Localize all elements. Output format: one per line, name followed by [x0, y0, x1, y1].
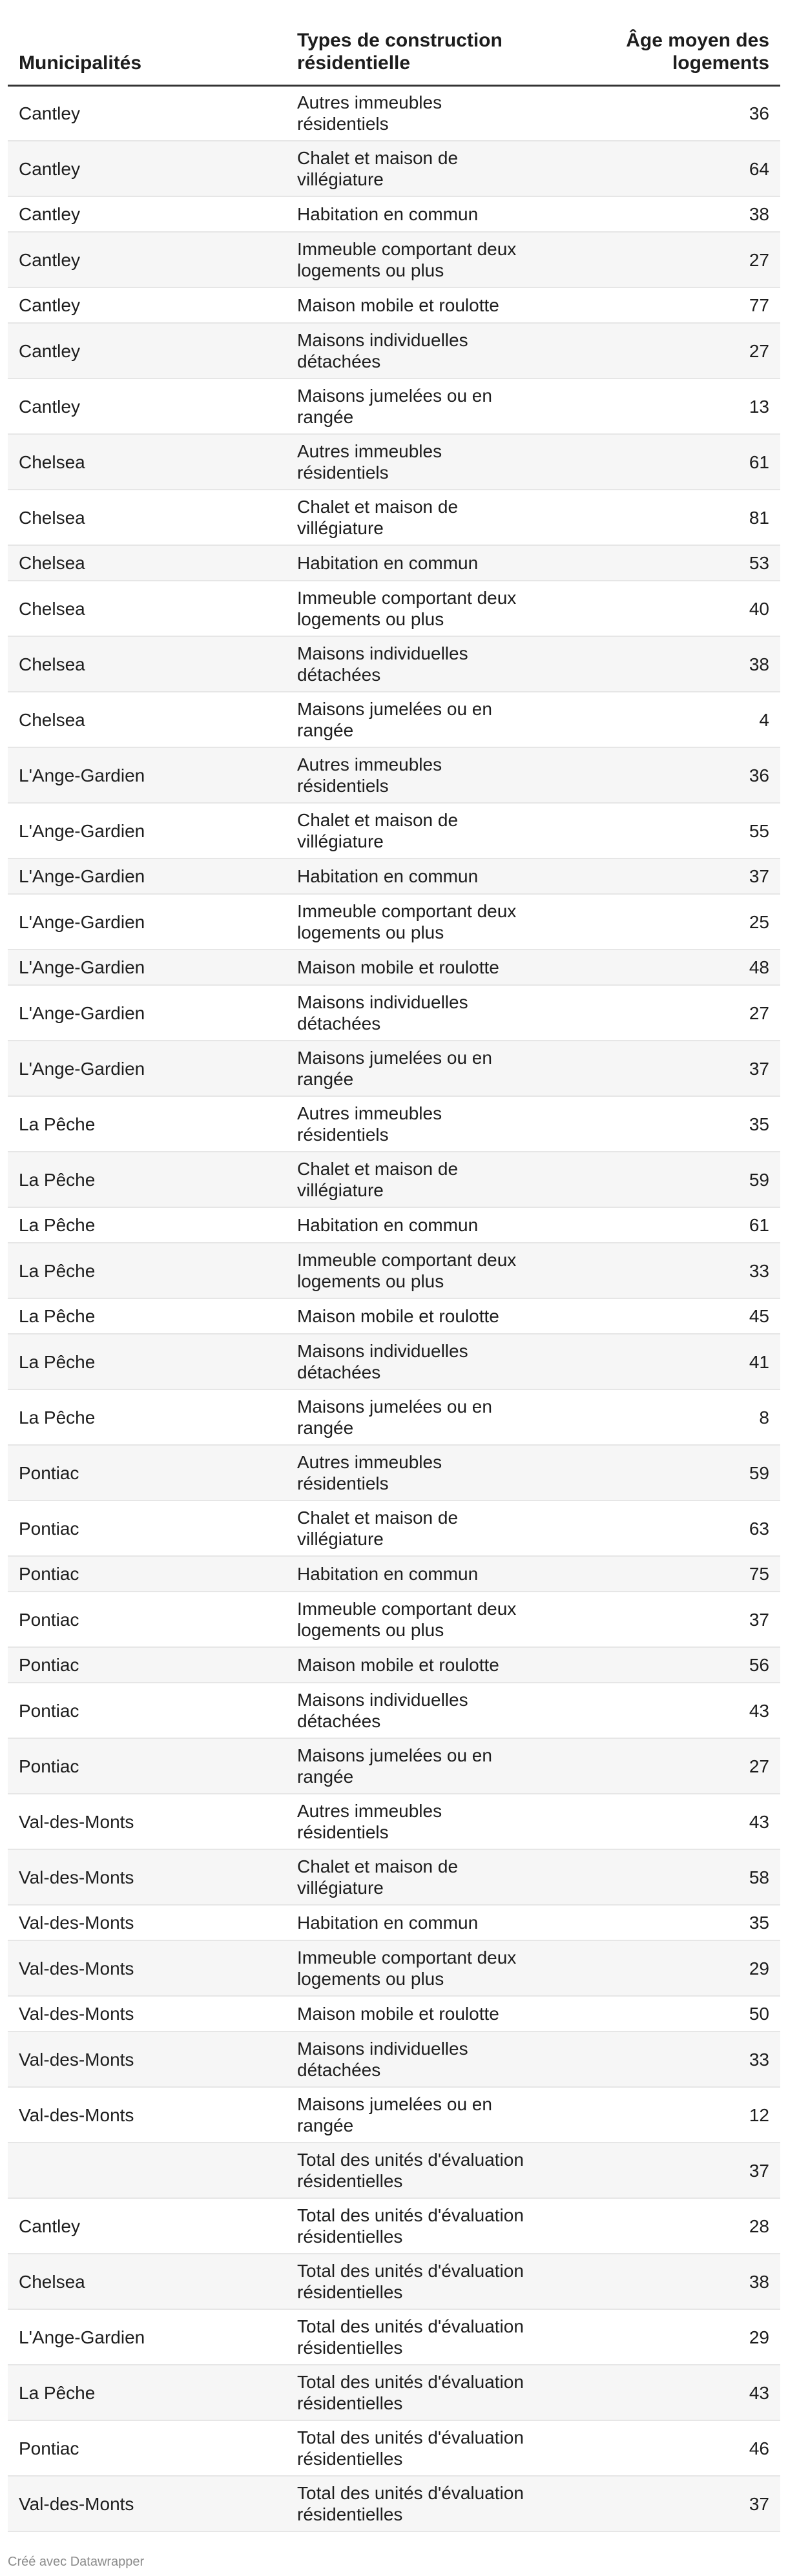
cell-construction-type: Total des unités d'évaluation résidentielles — [286, 2309, 544, 2365]
cell-average-age: 37 — [544, 2143, 780, 2198]
cell-construction-type: Autres immeubles résidentiels — [286, 1445, 544, 1501]
cell-average-age: 40 — [544, 581, 780, 636]
cell-average-age: 43 — [544, 1683, 780, 1738]
table-row — [8, 2143, 780, 2198]
cell-construction-type: Total des unités d'évaluation résidentielles — [286, 2420, 544, 2476]
cell-average-age: 61 — [544, 434, 780, 490]
cell-municipality: Pontiac — [8, 1501, 286, 1556]
cell-municipality: Cantley — [8, 196, 286, 232]
cell-construction-type: Autres immeubles résidentiels — [286, 1096, 544, 1152]
table-row — [8, 1096, 780, 1152]
cell-construction-type: Total des unités d'évaluation résidentielles — [286, 2476, 544, 2531]
cell-construction-type: Total des unités d'évaluation résidentielles — [286, 2198, 544, 2254]
table-row — [8, 434, 780, 490]
cell-municipality: L'Ange-Gardien — [8, 858, 286, 894]
cell-construction-type: Maison mobile et roulotte — [286, 950, 544, 985]
cell-average-age: 58 — [544, 1849, 780, 1905]
cell-municipality: Cantley — [8, 323, 286, 379]
table-row — [8, 196, 780, 232]
cell-construction-type: Habitation en commun — [286, 196, 544, 232]
table-header — [8, 23, 780, 85]
cell-construction-type: Total des unités d'évaluation résidentielles — [286, 2254, 544, 2309]
table-row — [8, 545, 780, 581]
cell-average-age: 50 — [544, 1996, 780, 2031]
cell-construction-type: Autres immeubles résidentiels — [286, 747, 544, 803]
table-row — [8, 379, 780, 434]
cell-construction-type: Maison mobile et roulotte — [286, 1298, 544, 1334]
cell-average-age: 33 — [544, 2031, 780, 2087]
cell-municipality: La Pêche — [8, 1389, 286, 1445]
cell-construction-type: Autres immeubles résidentiels — [286, 85, 544, 141]
cell-municipality: L'Ange-Gardien — [8, 950, 286, 985]
cell-construction-type: Autres immeubles résidentiels — [286, 1794, 544, 1849]
table-row — [8, 141, 780, 196]
header-row — [8, 23, 780, 85]
cell-construction-type: Chalet et maison de villégiature — [286, 1152, 544, 1207]
cell-construction-type: Chalet et maison de villégiature — [286, 1849, 544, 1905]
table-row — [8, 2420, 780, 2476]
cell-municipality: Pontiac — [8, 1592, 286, 1647]
cell-municipality: Pontiac — [8, 1445, 286, 1501]
cell-municipality: Cantley — [8, 232, 286, 287]
cell-average-age: 27 — [544, 232, 780, 287]
cell-average-age: 77 — [544, 287, 780, 323]
cell-average-age: 53 — [544, 545, 780, 581]
cell-municipality: Chelsea — [8, 434, 286, 490]
cell-construction-type: Maisons individuelles détachées — [286, 1334, 544, 1389]
cell-average-age: 38 — [544, 196, 780, 232]
cell-construction-type: Immeuble comportant deux logements ou plus — [286, 1592, 544, 1647]
table-row — [8, 1152, 780, 1207]
table-row — [8, 1243, 780, 1298]
cell-municipality: Val-des-Monts — [8, 1905, 286, 1940]
table-row — [8, 894, 780, 950]
cell-municipality: Cantley — [8, 2198, 286, 2254]
cell-average-age: 55 — [544, 803, 780, 858]
cell-average-age: 33 — [544, 1243, 780, 1298]
cell-average-age: 29 — [544, 1940, 780, 1996]
cell-average-age: 38 — [544, 2254, 780, 2309]
cell-municipality: Chelsea — [8, 490, 286, 545]
table-row — [8, 1501, 780, 1556]
cell-average-age: 64 — [544, 141, 780, 196]
cell-municipality: Chelsea — [8, 581, 286, 636]
footer-credit: Créé avec Datawrapper — [8, 2555, 145, 2569]
table-row — [8, 1849, 780, 1905]
cell-construction-type: Chalet et maison de villégiature — [286, 1501, 544, 1556]
cell-municipality: Chelsea — [8, 636, 286, 692]
cell-average-age: 37 — [544, 1041, 780, 1096]
cell-construction-type: Maisons jumelées ou en rangée — [286, 692, 544, 747]
header-types-line2: résidentielle — [297, 52, 411, 74]
cell-construction-type: Maisons jumelées ou en rangée — [286, 1389, 544, 1445]
cell-construction-type: Maisons jumelées ou en rangée — [286, 1738, 544, 1794]
cell-average-age: 45 — [544, 1298, 780, 1334]
cell-average-age: 25 — [544, 894, 780, 950]
cell-construction-type: Total des unités d'évaluation résidentielles — [286, 2365, 544, 2420]
cell-municipality: Cantley — [8, 287, 286, 323]
cell-average-age: 29 — [544, 2309, 780, 2365]
cell-average-age: 37 — [544, 2476, 780, 2531]
cell-municipality: Val-des-Monts — [8, 2031, 286, 2087]
table-row — [8, 1940, 780, 1996]
cell-municipality: Pontiac — [8, 1738, 286, 1794]
cell-average-age: 35 — [544, 1905, 780, 1940]
table-row — [8, 287, 780, 323]
table-row — [8, 1298, 780, 1334]
header-age-line2: logements — [672, 52, 769, 74]
cell-average-age: 48 — [544, 950, 780, 985]
cell-average-age: 43 — [544, 1794, 780, 1849]
cell-municipality: Val-des-Monts — [8, 1849, 286, 1905]
cell-municipality: La Pêche — [8, 1298, 286, 1334]
table-row — [8, 2254, 780, 2309]
table-row — [8, 1334, 780, 1389]
cell-average-age: 28 — [544, 2198, 780, 2254]
cell-municipality: Pontiac — [8, 1556, 286, 1592]
cell-construction-type: Maison mobile et roulotte — [286, 1647, 544, 1683]
cell-municipality: L'Ange-Gardien — [8, 747, 286, 803]
cell-municipality: Cantley — [8, 379, 286, 434]
data-table-container — [8, 23, 780, 2532]
cell-average-age: 27 — [544, 985, 780, 1041]
table-row — [8, 2198, 780, 2254]
cell-construction-type: Chalet et maison de villégiature — [286, 490, 544, 545]
cell-average-age: 61 — [544, 1207, 780, 1243]
cell-municipality: L'Ange-Gardien — [8, 803, 286, 858]
table-row — [8, 2031, 780, 2087]
cell-construction-type: Total des unités d'évaluation résidentielles — [286, 2143, 544, 2198]
table-row — [8, 1647, 780, 1683]
data-table — [8, 23, 780, 2532]
cell-construction-type: Immeuble comportant deux logements ou plus — [286, 894, 544, 950]
table-row — [8, 747, 780, 803]
cell-municipality: Cantley — [8, 85, 286, 141]
cell-construction-type: Maison mobile et roulotte — [286, 1996, 544, 2031]
cell-average-age: 37 — [544, 1592, 780, 1647]
cell-construction-type: Maisons jumelées ou en rangée — [286, 379, 544, 434]
table-row — [8, 1207, 780, 1243]
table-row — [8, 950, 780, 985]
cell-construction-type: Maisons jumelées ou en rangée — [286, 2087, 544, 2143]
cell-municipality: Val-des-Monts — [8, 2476, 286, 2531]
cell-construction-type: Maison mobile et roulotte — [286, 287, 544, 323]
cell-average-age: 38 — [544, 636, 780, 692]
cell-average-age: 36 — [544, 85, 780, 141]
cell-construction-type: Maisons individuelles détachées — [286, 2031, 544, 2087]
cell-construction-type: Chalet et maison de villégiature — [286, 141, 544, 196]
header-types-line1: Types de construction — [297, 29, 503, 51]
header-age-moyen[interactable] — [544, 23, 780, 85]
cell-municipality: L'Ange-Gardien — [8, 2309, 286, 2365]
table-row — [8, 1556, 780, 1592]
table-row — [8, 2309, 780, 2365]
cell-construction-type: Habitation en commun — [286, 1556, 544, 1592]
table-row — [8, 1389, 780, 1445]
cell-average-age: 36 — [544, 747, 780, 803]
table-row — [8, 323, 780, 379]
cell-municipality: La Pêche — [8, 1152, 286, 1207]
cell-municipality — [8, 2143, 286, 2198]
cell-municipality: La Pêche — [8, 1207, 286, 1243]
cell-municipality: L'Ange-Gardien — [8, 894, 286, 950]
cell-construction-type: Habitation en commun — [286, 858, 544, 894]
cell-construction-type: Chalet et maison de villégiature — [286, 803, 544, 858]
cell-municipality: La Pêche — [8, 1096, 286, 1152]
cell-construction-type: Immeuble comportant deux logements ou plus — [286, 1243, 544, 1298]
cell-average-age: 13 — [544, 379, 780, 434]
cell-construction-type: Habitation en commun — [286, 545, 544, 581]
cell-average-age: 37 — [544, 858, 780, 894]
cell-average-age: 75 — [544, 1556, 780, 1592]
cell-average-age: 63 — [544, 1501, 780, 1556]
table-row — [8, 232, 780, 287]
cell-average-age: 46 — [544, 2420, 780, 2476]
header-municipalites[interactable] — [8, 23, 286, 85]
cell-municipality: Pontiac — [8, 1683, 286, 1738]
cell-average-age: 43 — [544, 2365, 780, 2420]
cell-average-age: 27 — [544, 323, 780, 379]
header-types-construction[interactable] — [286, 23, 544, 85]
cell-municipality: La Pêche — [8, 1243, 286, 1298]
table-row — [8, 1683, 780, 1738]
cell-average-age: 59 — [544, 1152, 780, 1207]
cell-municipality: L'Ange-Gardien — [8, 985, 286, 1041]
cell-construction-type: Habitation en commun — [286, 1207, 544, 1243]
table-row — [8, 1738, 780, 1794]
table-row — [8, 985, 780, 1041]
table-row — [8, 1592, 780, 1647]
table-row — [8, 1905, 780, 1940]
table-row — [8, 803, 780, 858]
header-municipalites-label: Municipalités — [19, 52, 142, 74]
table-row — [8, 2087, 780, 2143]
cell-average-age: 81 — [544, 490, 780, 545]
cell-municipality: Pontiac — [8, 2420, 286, 2476]
cell-construction-type: Maisons individuelles détachées — [286, 636, 544, 692]
cell-municipality: Val-des-Monts — [8, 1794, 286, 1849]
table-row — [8, 2365, 780, 2420]
cell-municipality: Val-des-Monts — [8, 1940, 286, 1996]
cell-construction-type: Immeuble comportant deux logements ou plus — [286, 1940, 544, 1996]
cell-construction-type: Immeuble comportant deux logements ou plus — [286, 232, 544, 287]
cell-construction-type: Autres immeubles résidentiels — [286, 434, 544, 490]
cell-municipality: Val-des-Monts — [8, 1996, 286, 2031]
cell-construction-type: Immeuble comportant deux logements ou plus — [286, 581, 544, 636]
cell-municipality: L'Ange-Gardien — [8, 1041, 286, 1096]
cell-average-age: 4 — [544, 692, 780, 747]
cell-construction-type: Maisons individuelles détachées — [286, 323, 544, 379]
cell-average-age: 27 — [544, 1738, 780, 1794]
cell-average-age: 59 — [544, 1445, 780, 1501]
table-row — [8, 1445, 780, 1501]
table-row — [8, 858, 780, 894]
cell-average-age: 35 — [544, 1096, 780, 1152]
cell-average-age: 8 — [544, 1389, 780, 1445]
cell-average-age: 56 — [544, 1647, 780, 1683]
table-body — [8, 85, 780, 2531]
cell-construction-type: Maisons individuelles détachées — [286, 985, 544, 1041]
table-row — [8, 1996, 780, 2031]
cell-average-age: 12 — [544, 2087, 780, 2143]
cell-municipality: La Pêche — [8, 1334, 286, 1389]
cell-municipality: La Pêche — [8, 2365, 286, 2420]
table-row — [8, 85, 780, 141]
table-row — [8, 490, 780, 545]
cell-average-age: 41 — [544, 1334, 780, 1389]
table-row — [8, 636, 780, 692]
cell-municipality: Chelsea — [8, 545, 286, 581]
cell-municipality: Chelsea — [8, 692, 286, 747]
cell-municipality: Chelsea — [8, 2254, 286, 2309]
table-row — [8, 1794, 780, 1849]
cell-construction-type: Habitation en commun — [286, 1905, 544, 1940]
header-age-line1: Âge moyen des — [626, 29, 769, 51]
cell-municipality: Pontiac — [8, 1647, 286, 1683]
cell-construction-type: Maisons jumelées ou en rangée — [286, 1041, 544, 1096]
table-row — [8, 581, 780, 636]
cell-construction-type: Maisons individuelles détachées — [286, 1683, 544, 1738]
table-row — [8, 692, 780, 747]
cell-municipality: Cantley — [8, 141, 286, 196]
table-row — [8, 1041, 780, 1096]
cell-municipality: Val-des-Monts — [8, 2087, 286, 2143]
table-row — [8, 2476, 780, 2531]
